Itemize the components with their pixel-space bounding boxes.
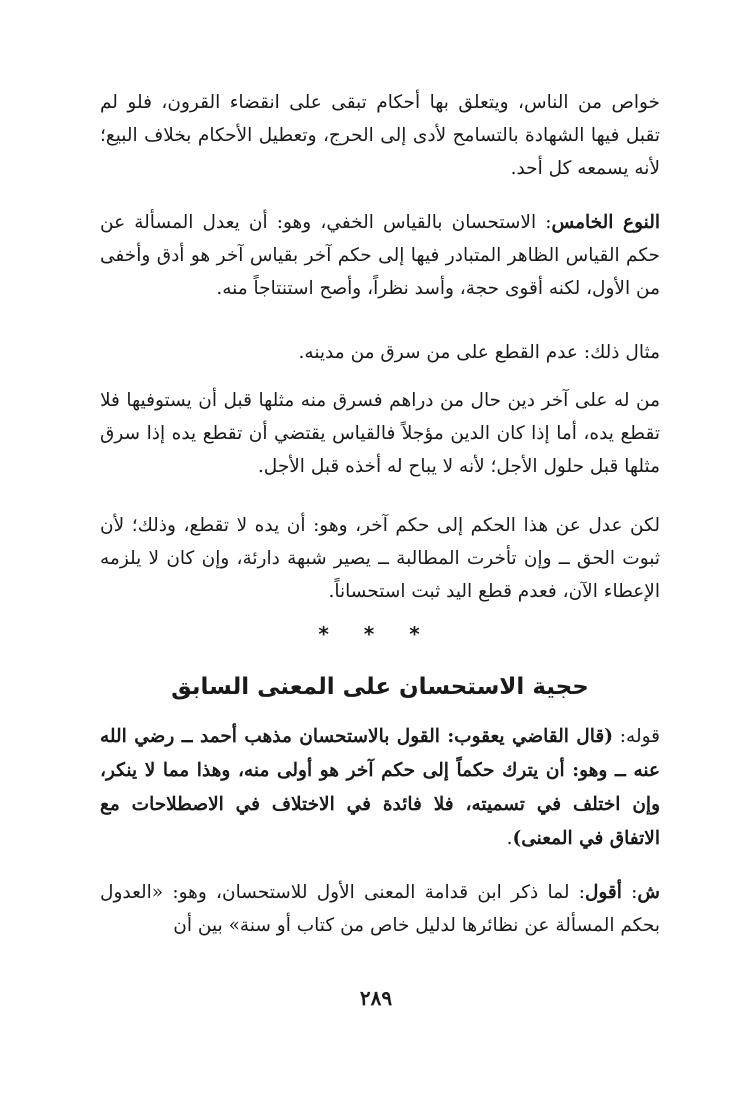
paragraph-5th-type [100,206,660,305]
quote-bold-text: (قال القاضي يعقوب: القول بالاستحسان مذهب أحمد ــ رضي الله عنه ــ وهو: أن يترك حكماً إلى حكم آخر هو أولى منه، وهذا مما لا ينكر، وإن اختلف في تسميته، فلا فائدة في الاختلاف في الاصطلاحات مع الاتفاق في المعنى) [100,726,660,849]
paragraph-example-detail: من له على آخر دين حال من دراهم فسرق منه مثلها قبل أن يستوفيها فلا تقطع يده، أما إذا كان الدين مؤجلاً فالقياس يقتضي أن تقطع يده إذا سرق مثلها قبل حلول الأجل؛ لأنه لا يباح له أخذه قبل الأجل. [100,390,660,477]
example-line: مثال ذلك: عدم القطع على من سرق من مدينه. [298,342,660,363]
quote-suffix: . [506,828,513,849]
commentary-paragraph [100,876,660,942]
page-number: ٢٨٩ [359,986,393,1010]
quote-prefix: قوله: [612,726,660,747]
section-heading: حجية الاستحسان على المعنى السابق [171,674,589,700]
paragraph-1: خواص من الناس، ويتعلق بها أحكام تبقى على انقضاء القرون، فلو لم تقبل فيها الشهادة بالتسامح لأدى إلى الحرج، وتعطيل الأحكام بخلاف البيع؛ لأنه يسمعه كل أحد. [100,92,660,179]
commentary-body: : لما ذكر ابن قدامة المعنى الأول للاستحسان، وهو: «العدول بحكم المسألة عن نظائرها لدليل خاص من كتاب أو سنة» بين أن [100,882,660,936]
paragraph-istihsan-judgment: لكن عدل عن هذا الحكم إلى حكم آخر، وهو: أن يده لا تقطع، وذلك؛ لأن ثبوت الحق ــ وإن تأخرت المطالبة ــ يصير شبهة دارئة، وإن كان لا يلزمه الإعطاء الآن، فعدم قطع اليد ثبت استحساناً. [100,515,660,602]
type-five-label: النوع الخامس [551,212,660,233]
commentary-label-aqul: أقول [584,882,622,903]
type-five-body: : الاستحسان بالقياس الخفي، وهو: أن يعدل المسألة عن حكم القياس الظاهر المتبادر فيها إلى حكم آخر بقياس آخر هو أدق وأخفى من الأول، لكنه أقوى حجة، وأسد نظراً، وأصح استنتاجاً منه. [100,212,660,299]
commentary-colon: : [621,882,638,903]
quoted-statement [100,720,660,856]
section-separator: * * * [318,622,434,646]
commentary-label-sh: ش [637,882,660,903]
